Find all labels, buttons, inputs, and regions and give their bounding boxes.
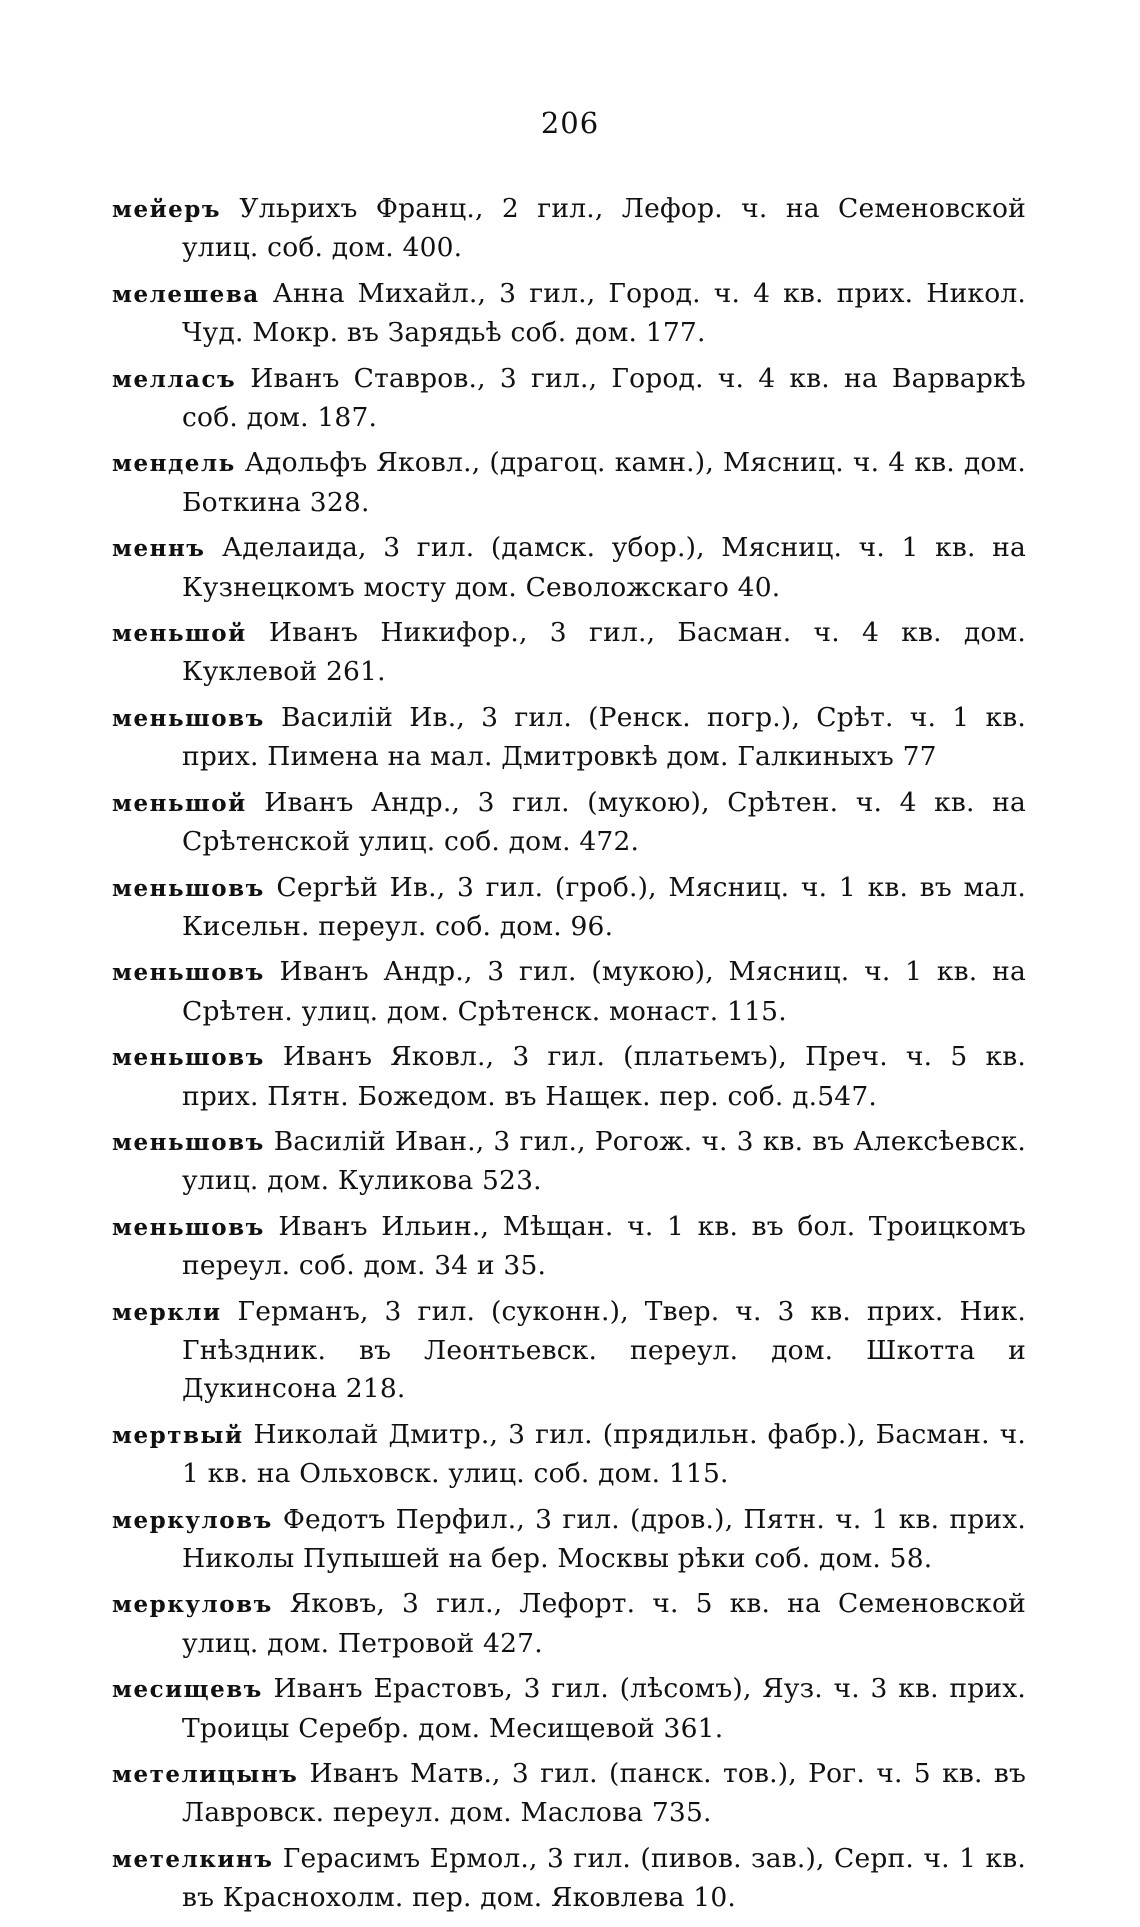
entry-surname: мейеръ	[112, 196, 222, 223]
directory-entry	[112, 1840, 1026, 1918]
entry-surname: метелкинъ	[112, 1845, 274, 1873]
directory-entry	[112, 444, 1026, 522]
directory-entry	[112, 699, 1026, 777]
page-number: 206	[540, 106, 600, 140]
entry-details: Адольфъ Яковл., (драгоц. камн.), Мясниц. ч. 4 кв. дом. Боткина 328.	[182, 447, 1026, 518]
entry-details: Иванъ Никифор., 3 гил., Басман. ч. 4 кв. дом. Куклевой 261.	[182, 617, 1026, 688]
entry-details: Аделаида, 3 гил. (дамск. убор.), Мясниц. ч. 1 кв. на Кузнецкомъ мосту дом. Севоложскаго 40.	[182, 532, 1027, 603]
directory-entry	[112, 1038, 1026, 1116]
entry-details: Герасимъ Ермол., 3 гил. (пивов. зав.), Серп. ч. 1 кв. въ Краснохолм. пер. дом. Яковлева 10.	[182, 1842, 1026, 1914]
entry-details: Василій Ив., 3 гил. (Ренск. погр.), Срѣт. ч. 1 кв. прих. Пимена на мал. Дмитровкѣ дом. Галкиныхъ 77	[182, 701, 1027, 773]
directory-entry	[112, 1670, 1026, 1748]
entry-details: Германъ, 3 гил. (суконн.), Твер. ч. 3 кв. прих. Ник. Гнѣздник. въ Леонтьевск. переул. дом. Шкотта и Дукинсона 218.	[182, 1295, 1027, 1405]
entry-details: Николай Дмитр., 3 гил. (прядильн. фабр.), Басман. ч. 1 кв. на Ольховск. улиц. соб. дом. 115.	[182, 1418, 1026, 1490]
directory-entry	[112, 190, 1026, 268]
entry-surname: меньшовъ	[112, 704, 265, 732]
entry-surname: меньшовъ	[112, 1128, 265, 1156]
directory-entry	[112, 360, 1026, 438]
entry-details: Сергѣй Ив., 3 гил. (гроб.), Мясниц. ч. 1 кв. въ мал. Кисельн. переул. соб. дом. 96.	[182, 871, 1027, 942]
directory-entry	[112, 1501, 1026, 1579]
entry-surname: меннъ	[112, 535, 206, 563]
entry-surname: меньшовъ	[112, 874, 265, 902]
entry-details: Василій Иван., 3 гил., Рогож. ч. 3 кв. въ Алексѣевск. улиц. дом. Куликова 523.	[182, 1125, 1026, 1197]
entry-surname: меньшовъ	[112, 1213, 265, 1241]
directory-entry	[112, 1123, 1026, 1201]
entry-surname: мелешева	[112, 280, 260, 308]
entry-surname: меркуловъ	[112, 1506, 273, 1534]
directory-entry	[112, 1755, 1026, 1833]
entry-details: Федотъ Перфил., 3 гил. (дров.), Пятн. ч. 1 кв. прих. Николы Пупышей на бер. Москвы рѣки соб. дом. 58.	[182, 1503, 1026, 1574]
entry-surname: метелицынъ	[112, 1761, 299, 1789]
entry-surname: меркуловъ	[112, 1591, 273, 1619]
entry-details: Ульрихъ Франц., 2 гил., Лефор. ч. на Семеновской улиц. соб. дом. 400.	[182, 193, 1027, 264]
entry-details: Анна Михайл., 3 гил., Город. ч. 4 кв. прих. Никол. Чуд. Мокр. въ Зарядьѣ соб. дом. 177.	[182, 277, 1026, 349]
directory-entry	[112, 869, 1026, 947]
entry-details: Иванъ Ильин., Мѣщан. ч. 1 кв. въ бол. Троицкомъ переул. соб. дом. 34 и 35.	[182, 1210, 1027, 1282]
directory-entry	[112, 275, 1026, 353]
entry-surname: меньшовъ	[112, 959, 265, 987]
directory-entries	[112, 190, 1026, 1925]
entry-surname: мендель	[112, 450, 236, 478]
directory-entry	[112, 1585, 1026, 1663]
entry-surname: месищевъ	[112, 1676, 263, 1704]
entry-details: Иванъ Яковл., 3 гил. (платьемъ), Преч. ч. 5 кв. прих. Пятн. Божедом. въ Нащек. пер. соб. д.547.	[182, 1041, 1027, 1112]
directory-entry	[112, 1208, 1026, 1286]
directory-entry	[112, 784, 1026, 862]
entry-surname: меньшой	[112, 620, 247, 648]
entry-details: Иванъ Ерастовъ, 3 гил. (лѣсомъ), Яуз. ч. 3 кв. прих. Троицы Серебр. дом. Месищевой 361.	[182, 1673, 1026, 1744]
entry-details: Иванъ Ставров., 3 гил., Город. ч. 4 кв. на Варваркѣ соб. дом. 187.	[182, 362, 1026, 434]
entry-surname: меньшовъ	[112, 1044, 265, 1072]
entry-surname: меркли	[112, 1298, 222, 1326]
entry-details: Иванъ Андр., 3 гил. (мукою), Срѣтен. ч. 4 кв. на Срѣтенской улиц. соб. дом. 472.	[182, 786, 1027, 858]
entry-surname: мертвый	[112, 1421, 244, 1449]
directory-entry	[112, 1416, 1026, 1494]
directory-entry	[112, 529, 1026, 607]
entry-surname: меньшой	[112, 789, 247, 817]
directory-entry	[112, 953, 1026, 1031]
directory-entry	[112, 614, 1026, 692]
entry-details: Иванъ Андр., 3 гил. (мукою), Мясниц. ч. 1 кв. на Срѣтен. улиц. дом. Срѣтенск. монаст. 115.	[182, 956, 1026, 1027]
entry-details: Яковъ, 3 гил., Лефорт. ч. 5 кв. на Семеновской улиц. дом. Петровой 427.	[182, 1588, 1026, 1659]
entry-details: Иванъ Матв., 3 гил. (панск. тов.), Рог. ч. 5 кв. въ Лавровск. переул. дом. Маслова 735.	[182, 1758, 1026, 1829]
entry-surname: мелласъ	[112, 365, 237, 393]
directory-entry	[112, 1293, 1026, 1409]
